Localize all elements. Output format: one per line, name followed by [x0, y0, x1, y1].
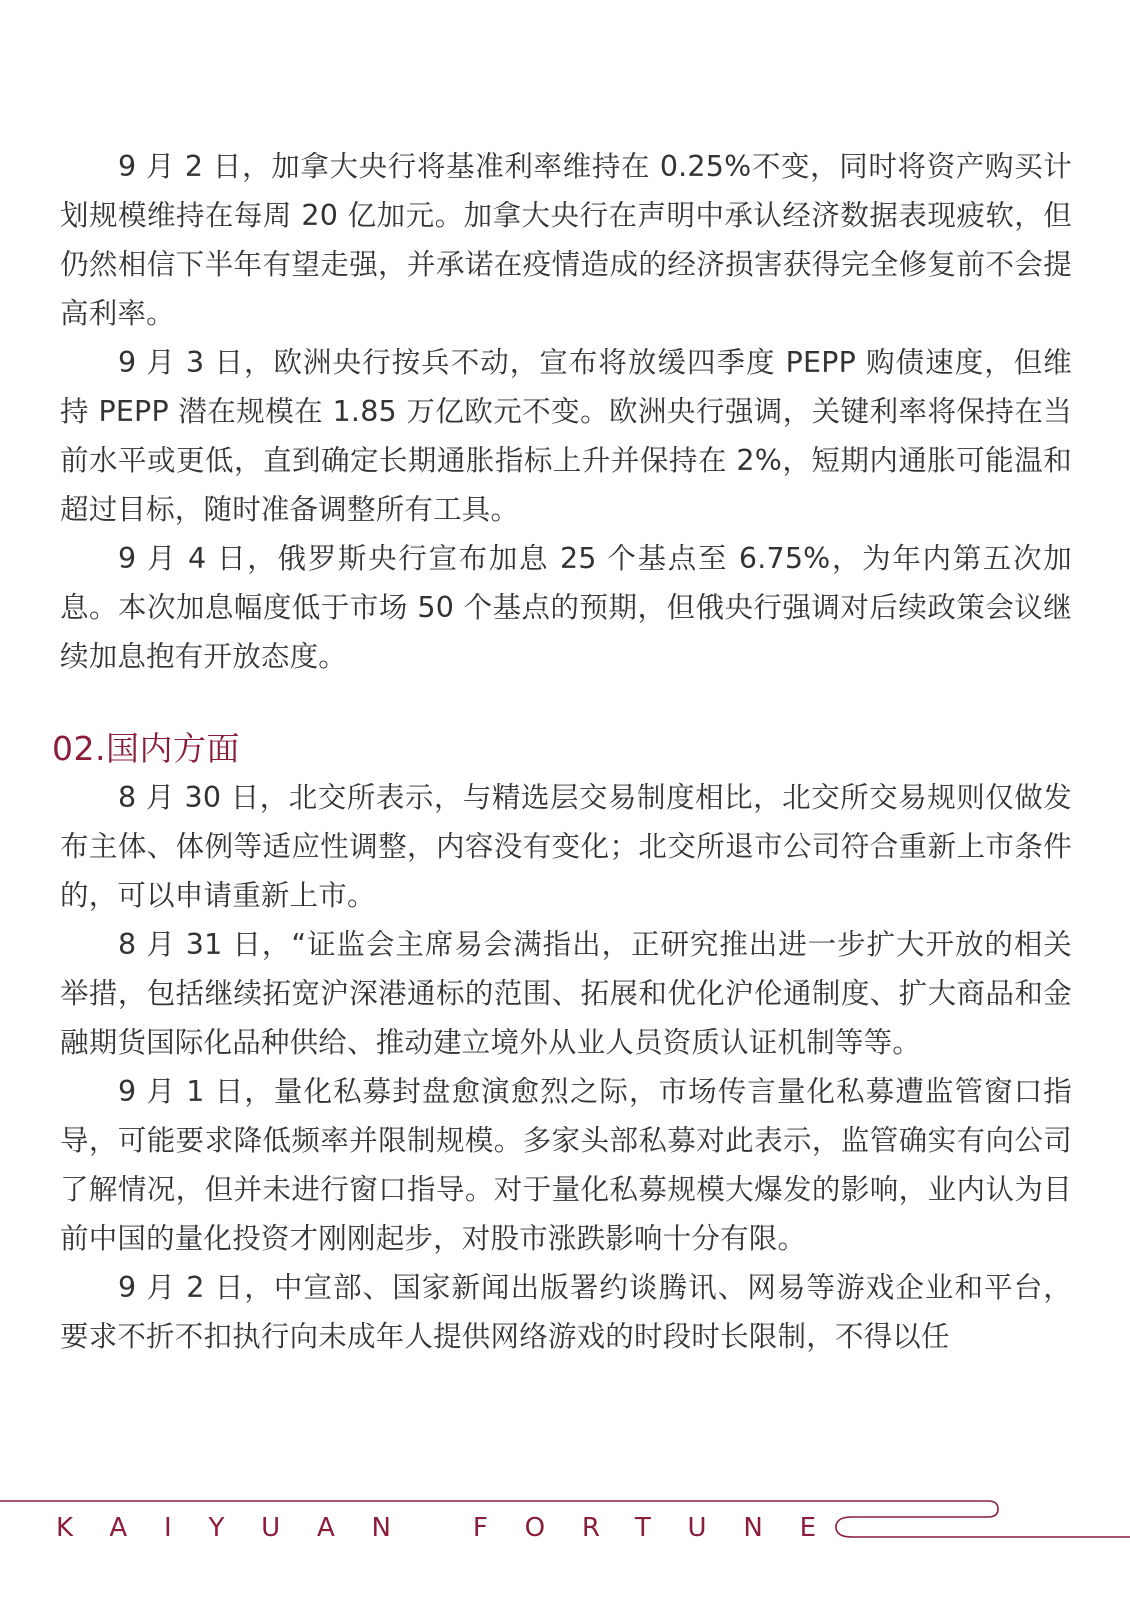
page-footer [0, 1488, 1130, 1568]
paragraph-russia-rate: 9 月 4 日，俄罗斯央行宣布加息 25 个基点至 6.75%，为年内第五次加息。本次加息幅度低于市场 50 个基点的预期，但俄央行强调对后续政策会议继续加息抱有开放态度。 [60, 542, 1072, 673]
paragraph-gaming-regulation: 9 月 2 日，中宣部、国家新闻出版署约谈腾讯、网易等游戏企业和平台，要求不折不扣执行向未成年人提供网络游戏的时段时长限制，不得以任 [60, 1271, 1072, 1353]
article-body [52, 142, 1072, 1361]
paragraph-ecb-policy: 9 月 3 日，欧洲央行按兵不动，宣布将放缓四季度 PEPP 购债速度，但维持 PEPP 潜在规模在 1.85 万亿欧元不变。欧洲央行强调，关键利率将保持在当前水平或更低，直到确定长期通胀指标上升并保持在 2%，短期内通胀可能温和超过目标，随时准备调整所有工具。 [60, 346, 1072, 526]
paragraph-canada-rate: 9 月 2 日，加拿大央行将基准利率维持在 0.25%不变，同时将资产购买计划规模维持在每周 20 亿加元。加拿大央行在声明中承认经济数据表现疲软，但仍然相信下半年有望走强，并承诺在疫情造成的经济损害获得完全修复前不会提高利率。 [60, 150, 1072, 330]
footer-brand-wordmark: KAIYUAN FORTUNE [56, 1513, 853, 1543]
paragraph-quant-funds: 9 月 1 日，量化私募封盘愈演愈烈之际，市场传言量化私募遭监管窗口指导，可能要求降低频率并限制规模。多家头部私募对此表示，监管确实有向公司了解情况，但并未进行窗口指导。对于量化私募规模大爆发的影响，业内认为目前中国的量化投资才刚刚起步，对股市涨跌影响十分有限。 [60, 1075, 1072, 1255]
section-heading-domestic: 02.国内方面 [52, 729, 240, 768]
paragraph-bse-rules: 8 月 30 日，北交所表示，与精选层交易制度相比，北交所交易规则仅做发布主体、体例等适应性调整，内容没有变化；北交所退市公司符合重新上市条件的，可以申请重新上市。 [60, 781, 1072, 912]
paragraph-csrc-opening: 8 月 31 日，“证监会主席易会满指出，正研究推出进一步扩大开放的相关举措，包括继续拓宽沪深港通标的范围、拓展和优化沪伦通制度、扩大商品和金融期货国际化品种供给、推动建立境外从业人员资质认证机制等等。 [60, 928, 1072, 1059]
